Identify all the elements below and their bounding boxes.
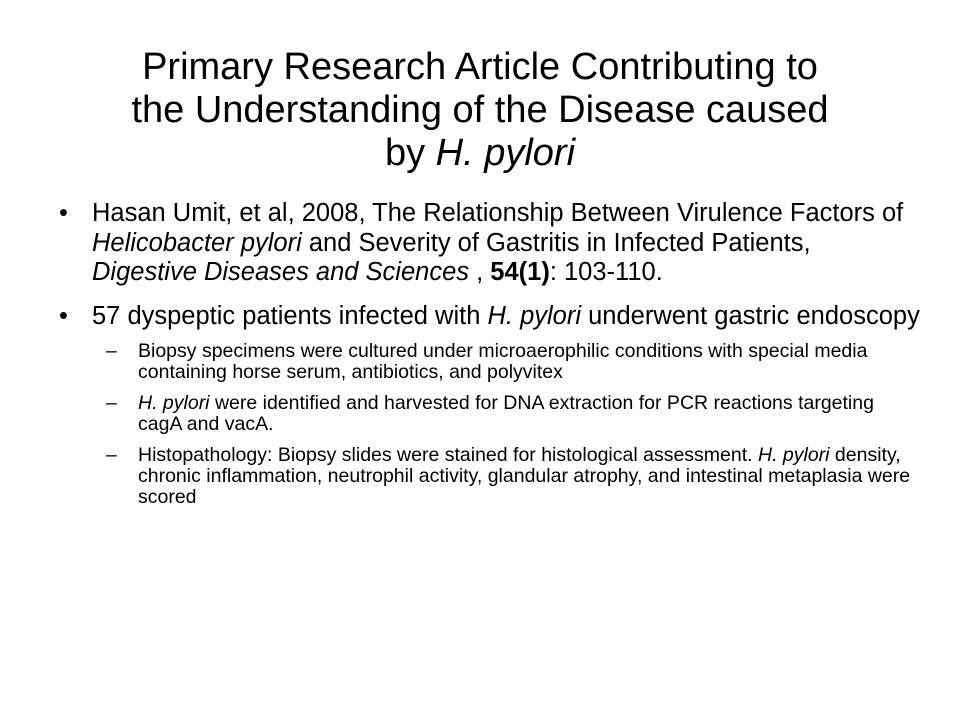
text-segment: Helicobacter pylori [92,228,302,257]
text-segment: 57 dyspeptic patients infected with [92,301,488,330]
text-segment: Hasan Umit, et al, 2008, The Relationship Between Virulence Factors of [92,199,904,227]
sub-bullet-item [0,445,960,508]
sub-bullet-marker: – [106,392,117,414]
text-segment: , [469,258,491,286]
bullet-text [92,302,920,330]
text-segment: : 103-110. [549,258,663,286]
sub-bullet-text [138,444,910,508]
bullet-item [0,199,960,288]
text-segment: density, chronic inflammation, neutrophil activity, glandular atrophy, and intestinal metaplasia were scored [138,444,911,508]
bullet-marker: • [59,199,68,227]
text-segment: H. pylori [138,392,210,414]
bullet-marker: • [59,301,68,330]
title-line-3-prefix: by [384,132,436,174]
slide-title [60,46,900,175]
sub-bullet-item [0,393,960,435]
sub-bullet-list [0,341,960,508]
title-organism-name: H. pylori [435,132,576,174]
text-segment: Digestive Diseases and Sciences [92,258,470,286]
text-segment: 54(1) [490,258,550,286]
sub-bullet-text [138,340,867,383]
slide-body [0,199,960,508]
text-segment: underwent gastric endoscopy [581,301,920,330]
title-line-2: the Understanding of the Disease caused [131,89,829,131]
text-segment: were identified and harvested for DNA extraction for PCR reactions targeting cagA and vacA. [138,392,874,435]
text-segment: H. pylori [757,444,830,466]
title-line-3 [60,132,900,175]
text-segment: Biopsy specimens were cultured under microaerophilic conditions with special media containing horse serum, antibiotics, and polyvitex [138,340,868,383]
sub-bullet-marker: – [106,340,117,362]
title-line-1: Primary Research Article Contributing to [142,46,818,88]
text-segment: and Severity of Gastritis in Infected Patients, [301,228,811,257]
text-segment: H. pylori [487,301,582,330]
bullet-item [0,302,960,332]
sub-bullet-marker: – [106,444,117,466]
sub-bullet-text [138,392,874,435]
text-segment: Histopathology: Biopsy slides were stained for histological assessment. [138,444,758,466]
sub-bullet-item [0,341,960,383]
bullet-text [92,199,903,286]
